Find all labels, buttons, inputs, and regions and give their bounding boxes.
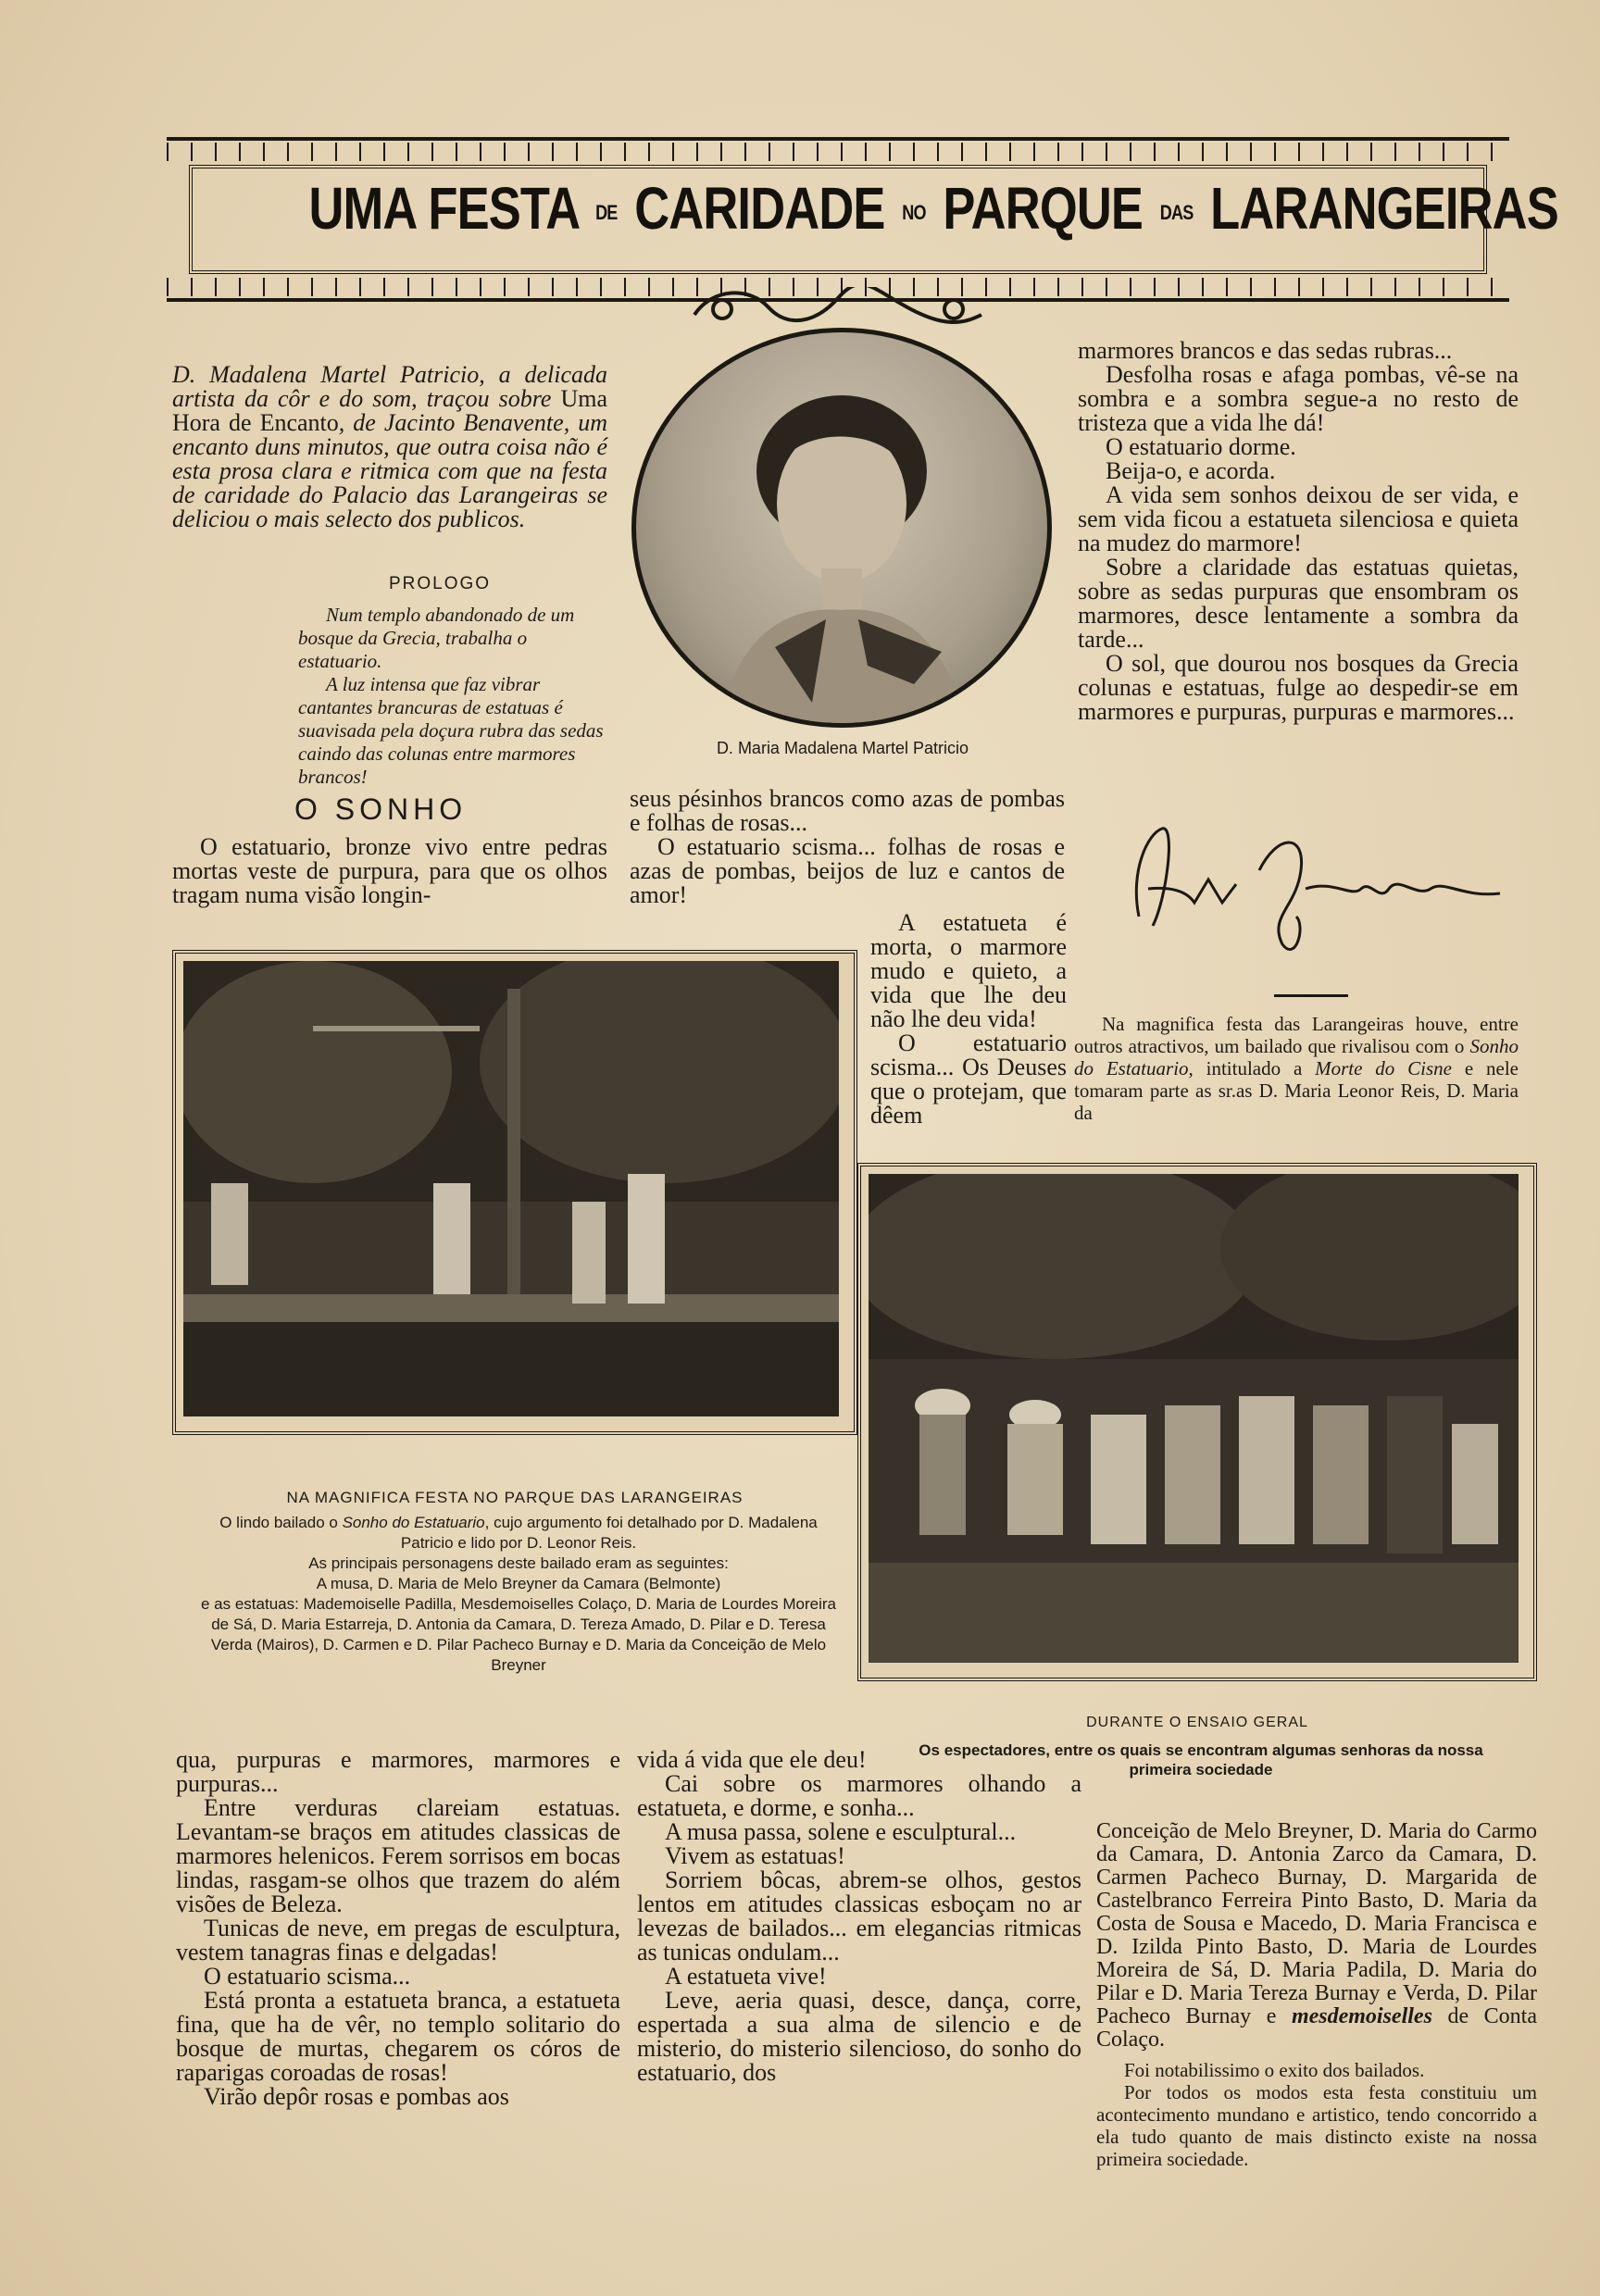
photo1-caption-c4: e as estatuas: Mademoiselle Padilla, Mesdemoiselles Colaço, D. Maria de Lourdes Moreira de Sá, D. Maria Estarreja, D. Antonia da Camara, D. Tereza Amado, D. Pilar e D. Teresa Verda (Mairos), D. Carmen e D. Pilar Pacheco Burnay e D. Maria da Conceição de Melo Breyner (201, 1595, 836, 1674)
photo-spectators-image (869, 1174, 1526, 1670)
signature-rule (1274, 994, 1348, 997)
portrait-caption: D. Maria Madalena Martel Patricio (716, 739, 969, 757)
title-connector-de: DE (595, 201, 618, 225)
note-text-b: , intitulado a (1188, 1057, 1316, 1079)
col3-p7: O sol, que dourou nos bosques da Grecia colunas e estatuas, fulge ao despedir-se em marmores e purpuras, purpuras e marmores... (1078, 650, 1519, 725)
banner-frame (189, 165, 1558, 274)
col3-p5: A vida sem sonhos deixou de ser vida, e sem vida ficou a estatueta silenciosa e quieta na mudez do marmore! (1078, 481, 1519, 556)
prologo-heading: PROLOGO (389, 574, 492, 593)
photo2-caption-heading: DURANTE O ENSAIO GERAL (1086, 1715, 1308, 1730)
photo-ballet-garden (172, 950, 857, 1435)
photo-spectators (857, 1163, 1537, 1681)
photo1-caption-c3: A musa, D. Maria de Melo Breyner da Camara (Belmonte) (316, 1575, 721, 1592)
portrait-photo (631, 328, 1052, 728)
bottom3-emphasis: mesdemoiselles (1291, 2004, 1432, 2028)
intro-paragraph (172, 339, 607, 555)
bottom3-p1: Conceição de Melo Breyner, D. Maria do Carmo da Camara, D. Antonia Zarco da Camara, D. Carmen Pacheco Burnay, D. Margarida de Castelbranco Ferreira Pinto Basto, D. Maria da Costa de Sousa e Macedo, D. Maria Francisca e D. Izilda Pinto Basto, D. Maria de Lourdes Moreira de Sá, D. Maria Padila, D. Maria do Pilar e D. Maria Tereza Burnay e Verda, D. Pilar Pacheco Burnay e (1096, 1819, 1537, 2028)
intro-work-title: Uma Hora de Encanto (172, 385, 607, 436)
title-connector-no: NO (902, 201, 926, 225)
header-ornament (685, 287, 991, 330)
photo1-caption-body (194, 1513, 843, 1676)
photo1-caption-text-b: , cujo argumento foi detalhado por D. Madalena Patricio e lido por D. Leonor Reis. (400, 1514, 818, 1552)
bottom2-p7: Leve, aeria quasi, desce, dança, corre, espertada a sua alma de silencio e de misterio, do misterio silencioso, do sonho do estatuario, dos (637, 1987, 1081, 2086)
intro-text-a: D. Madalena Martel Patricio, a delicada artista da côr e do som, traçou sobre (172, 361, 607, 412)
banner-zigzag-top (167, 143, 1509, 161)
bottom2-p2: Cai sobre os marmores olhando a estatueta, e dorme, e sonha... (637, 1770, 1081, 1821)
col3-p1: marmores brancos e das sedas rubras... (1078, 337, 1453, 364)
col3-p2: Desfolha rosas e afaga pombas, vê-se na sombra e a sombra segue-a no resto de tristeza que a vida lhe dá! (1078, 361, 1519, 436)
title-word-1: UMA FESTA (308, 175, 579, 242)
note-text-a: Na magnifica festa das Larangeiras houve, entre outros atractivos, um bailado que rivalisou com o (1074, 1013, 1519, 1057)
bottom-column-1 (176, 1748, 620, 2109)
bottom2-p5: Sorriem bôcas, abrem-se olhos, gestos lentos em atitudes classicas esboçam no ar levezas de bailados... em elegancias ritmicas as tunicas ondulam... (637, 1866, 1081, 1965)
column3-text (1078, 339, 1519, 724)
photo-ballet-image (183, 961, 846, 1424)
col3-p3: O estatuario dorme. (1106, 433, 1296, 460)
bottom1-p2: Entre verduras clareiam estatuas. Levantam-se braços em atitudes classicas de marmores helenicos. Ferem sorrisos em bocas lindas, rasgam-se olhos que trazem do além visões de Beleza. (176, 1794, 620, 1917)
bottom1-p1: qua, purpuras e marmores, marmores e purpuras... (176, 1746, 620, 1797)
column3-note (1074, 1013, 1519, 1124)
prologo-p1: Num templo abandonado de um bosque da Grecia, trabalha o estatuario. (298, 604, 575, 672)
col3-p6: Sobre a claridade das estatuas quietas, sobre as sedas purpuras que ensombram os marmores, desce lentamente a sombra da tarde... (1078, 554, 1519, 653)
col2-n1: A estatueta é morta, o marmore mudo e quieto, a vida que lhe deu não lhe deu vida! (870, 909, 1067, 1032)
column2-text (630, 787, 1065, 907)
bottom1-p6: Virão depôr rosas e pombas aos (204, 2083, 509, 2110)
column2-narrow-text (870, 911, 1067, 1128)
title-word-3: PARQUE (943, 175, 1144, 242)
photo1-caption-c2: As principais personagens deste bailado eram as seguintes: (308, 1554, 729, 1572)
note-text-c: e nele tomaram parte as sr.as D. Maria Leonor Reis, D. Maria da (1074, 1057, 1519, 1124)
intro-text-b: , de Jacinto Benavente, um encanto duns minutos, que outra coisa não é esta prosa clara e ritmica com que na festa de caridade do Palacio das Larangeiras se deliciou o mais selecto dos publicos. (172, 409, 607, 532)
page-title (308, 174, 1558, 243)
prologo-p2: A luz intensa que faz vibrar cantantes brancuras de estatuas é suavisada pela doçura rubra das sedas caindo das colunas entre marmores brancos! (298, 673, 604, 788)
bottom-column-3 (1096, 1820, 1537, 2052)
title-word-2: CARIDADE (634, 175, 885, 242)
col2-n2: O estatuario scisma... Os Deuses que o protejam, que dêem (870, 1029, 1067, 1129)
bottom3-p1b: de Conta Colaço. (1096, 2004, 1537, 2052)
sonho-heading: O SONHO (294, 792, 468, 826)
note-work-2: Morte do Cisne (1315, 1057, 1452, 1079)
spectators-scene-illustration (869, 1174, 1519, 1663)
title-connector-das: DAS (1159, 201, 1194, 225)
bottom2-p3: A musa passa, solene e esculptural... (665, 1818, 1017, 1845)
photo1-caption-work: Sonho do Estatuario (342, 1514, 485, 1531)
bottom2-p4: Vivem as estatuas! (665, 1842, 845, 1869)
ballet-scene-illustration (183, 961, 839, 1416)
bottom-column-2 (637, 1748, 1081, 2085)
note-work-1: Sonho do Estatuario (1074, 1035, 1519, 1079)
photo2-caption-body: Os espectadores, entre os quais se encontram algumas senhoras da nossa primeira sociedade (919, 1741, 1483, 1778)
sonho-text (172, 835, 607, 907)
col2-p1: seus pésinhos brancos como azas de pombas e folhas de rosas... (630, 785, 1065, 836)
col2-p2: O estatuario scisma... folhas de rosas e azas de pombas, beijos de luz e cantos de amor! (630, 833, 1065, 908)
title-word-4: LARANGEIRAS (1210, 175, 1558, 242)
bottom2-p1: vida á vida que ele deu! (637, 1746, 867, 1773)
col3-p4: Beija-o, e acorda. (1106, 457, 1276, 484)
header-banner (167, 137, 1558, 302)
photo1-caption-text-a: O lindo bailado o (219, 1514, 343, 1531)
prologo-text (298, 604, 613, 789)
bottom1-p3: Tunicas de neve, em pregas de esculptura, vestem tanagras finas e delgadas! (176, 1915, 620, 1965)
portrait-illustration (636, 332, 1047, 723)
bottom3-p2: Foi notabilissimo o exito dos bailados. (1124, 2059, 1425, 2081)
sonho-p1: O estatuario, bronze vivo entre pedras mortas veste de purpura, para que os olhos tragam numa visão longin- (172, 833, 607, 908)
bottom2-p6: A estatueta vive! (665, 1963, 827, 1990)
bottom-column-3-end (1096, 2059, 1537, 2170)
bottom1-p4: O estatuario scisma... (204, 1963, 411, 1990)
photo1-caption-heading: NA MAGNIFICA FESTA NO PARQUE DAS LARANGEIRAS (286, 1489, 744, 1506)
author-signature (1120, 815, 1509, 963)
bottom1-p5: Está pronta a estatueta branca, a estatueta fina, que ha de vêr, no templo solitario do bosque de murtas, chegarem os córos de raparigas coroadas de rosas! (176, 1987, 620, 2086)
bottom3-p3: Por todos os modos esta festa constituiu um acontecimento mundano e artistico, tendo concorrido a ela tudo quanto de mais distincto existe na nossa primeira sociedade. (1096, 2081, 1537, 2170)
